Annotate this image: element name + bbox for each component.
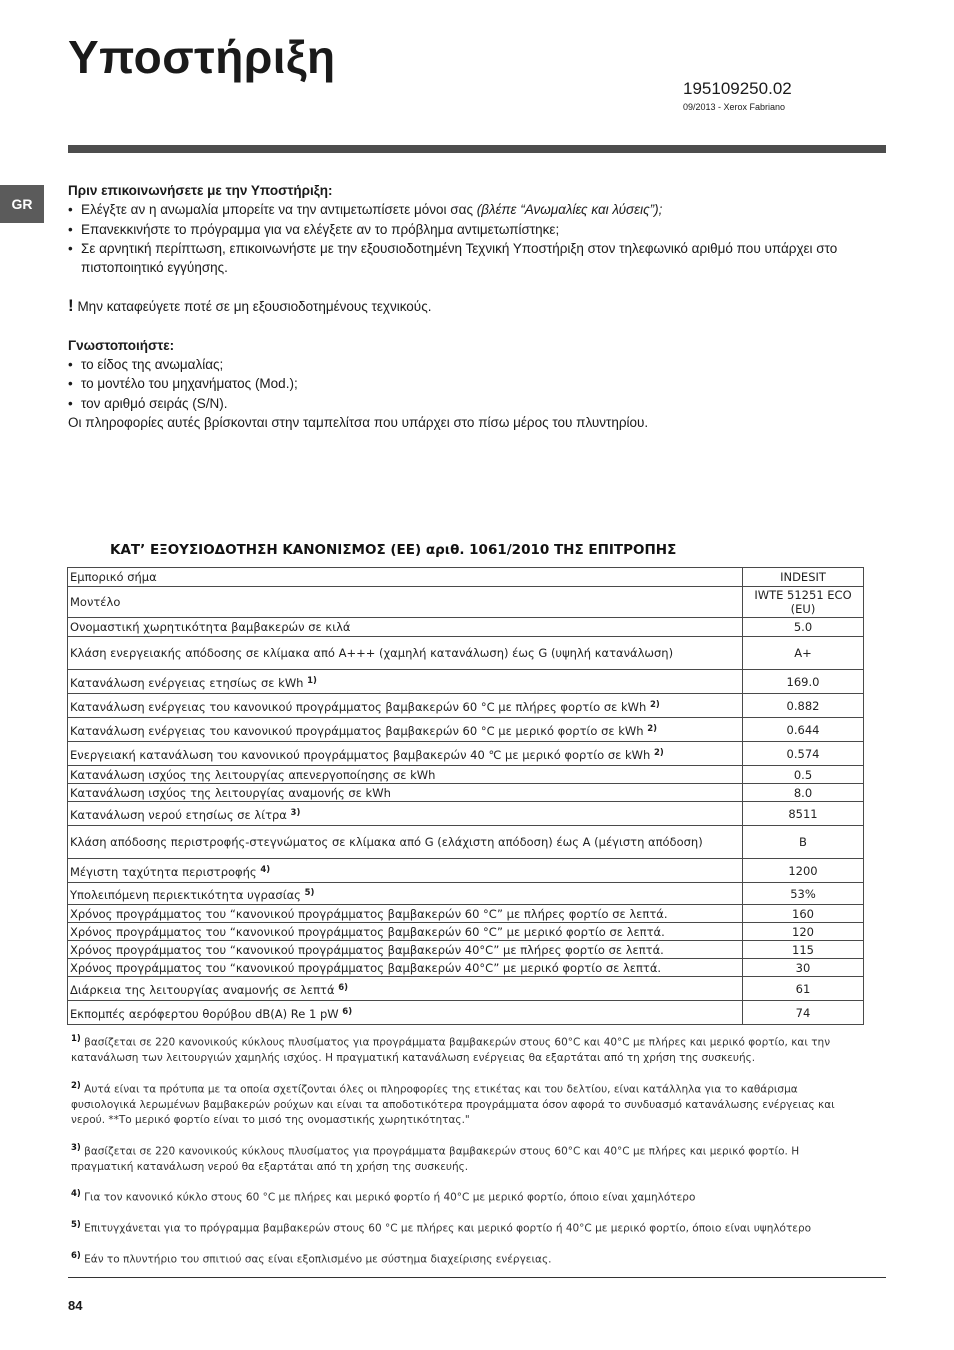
row-label <box>68 959 743 977</box>
row-label-text: Ενεργειακή κατανάλωση του κανονικού προγράμματος βαμβακερών 40 ℃ με μερικό φορτίο σε kWh <box>70 747 651 762</box>
footnote-mark: 4) <box>71 1189 81 1199</box>
table-row <box>68 694 864 718</box>
footnote <box>71 1249 861 1268</box>
footnote-ref: 3) <box>290 807 301 818</box>
row-label-text: Μοντέλο <box>70 595 121 609</box>
row-label-text: Χρόνος προγράμματος του “κανονικού προγράμματος βαμβακερών 40°C” με μερικό φορτίο σε λεπτά. <box>70 960 662 975</box>
document-number: 195109250.02 <box>683 79 792 98</box>
footnote <box>71 1141 861 1176</box>
row-label <box>68 977 743 1001</box>
table-row <box>68 742 864 766</box>
warning-text: Μην καταφεύγετε ποτέ σε μη εξουσιοδοτημένους τεχνικούς. <box>77 299 432 315</box>
row-value: 120 <box>743 923 864 941</box>
footnote-mark: 2) <box>71 1080 81 1091</box>
footnote-ref: 2) <box>647 723 658 734</box>
row-label <box>68 905 743 923</box>
row-value: 8.0 <box>743 784 864 802</box>
contact-list <box>68 200 878 277</box>
table-row <box>68 941 864 959</box>
notify-item: • το είδος της ανωμαλίας; <box>68 355 878 374</box>
row-label-text: Διάρκεια της λειτουργίας αναμονής σε λεπτά <box>70 982 335 997</box>
footnote-text: Για τον κανονικό κύκλο στους 60 °C με πλήρες και μερικό φορτίο ή 40°C με μερικό φορτίο, όποιο είναι χαμηλότερο <box>84 1191 696 1204</box>
row-label <box>68 766 743 784</box>
row-value: 0.574 <box>743 742 864 766</box>
row-value: INDESIT <box>743 568 864 587</box>
warning-icon: ! <box>68 296 74 316</box>
footnote-mark: 3) <box>71 1142 81 1153</box>
footnote-text: Αυτά είναι τα πρότυπα με τα οποία σχετίζονται όλες οι πληροφορίες της ετικέτας και του δελτίου, είναι κατάλληλα για το καθάρισμα φυσιολογικά λερωμένων βαμβακερών ρούχων και είναι τα αποδοτικότερα προγράμματα όσον αφορά το συνδυασμό κατανάλωσης ενέργειας και νερού. **Το μερικό φορτίο είναι το μισό της ονομαστικής χωρητικότητας." <box>71 1083 835 1126</box>
footnote <box>71 1079 861 1129</box>
notify-item: • τον αριθμό σειράς (S/N). <box>68 394 878 413</box>
row-label-text: Εμπορικό σήμα <box>70 570 157 584</box>
row-label <box>68 587 743 618</box>
row-value: 115 <box>743 941 864 959</box>
notify-item: • το μοντέλο του μηχανήματος (Mod.); <box>68 374 878 393</box>
row-value: B <box>743 826 864 859</box>
table-row <box>68 859 864 883</box>
header-divider-bar <box>68 145 886 153</box>
row-value: 74 <box>743 1001 864 1025</box>
row-value: 61 <box>743 977 864 1001</box>
footnote-text: βασίζεται σε 220 κανονικούς κύκλους πλυσίματος για προγράμματα βαμβακερών στους 60°C και 40°C με πλήρες και μερικό φορτίο, και την κατανάλωση των λειτουργιών χαμηλής ισχύος. Η πραγματική κατανάλωση ενέργειας θα εξαρτάται από τη χρήση της συσκευής. <box>71 1036 831 1064</box>
row-value: 0.644 <box>743 718 864 742</box>
contact-item <box>68 200 878 219</box>
footnote-text: Εάν το πλυντήριο του σπιτιού σας είναι εξοπλισμένο με σύστημα διαχείρισης ενέργειας. <box>84 1253 552 1266</box>
row-label-text: Κατανάλωση ενέργειας ετησίως σε kWh <box>70 675 304 690</box>
table-row <box>68 1001 864 1025</box>
row-label <box>68 742 743 766</box>
table-row <box>68 802 864 826</box>
row-value: A+ <box>743 637 864 670</box>
row-value: 53% <box>743 883 864 905</box>
row-label-text: Κατανάλωση ισχύος της λειτουργίας αναμονής σε kWh <box>70 785 391 800</box>
row-label-text: Κλάση ενεργειακής απόδοσης σε κλίμακα από A+++ (χαμηλή κατανάλωση) έως G (υψηλή κατανάλωση) <box>70 646 674 660</box>
row-label-text: Υπολειπόμενη περιεκτικότητα υγρασίας <box>70 887 301 902</box>
table-row <box>68 637 864 670</box>
footnote-ref: 1) <box>307 675 317 686</box>
regulation-table <box>67 567 864 1025</box>
row-label-text: Κατανάλωση νερού ετησίως σε λίτρα <box>70 807 287 822</box>
table-row <box>68 618 864 637</box>
row-label-text: Κλάση απόδοσης περιστροφής-στεγνώματος σε κλίμακα από G (ελάχιστη απόδοση) έως A (μέγιστη απόδοση) <box>70 835 703 849</box>
support-instructions <box>68 181 878 432</box>
row-label-text: Χρόνος προγράμματος του “κανονικού προγράμματος βαμβακερών 60 °C” με πλήρες φορτίο σε λεπτά. <box>70 906 668 921</box>
row-label <box>68 859 743 883</box>
table-row <box>68 587 864 618</box>
row-label <box>68 694 743 718</box>
row-value: IWTE 51251 ECO (EU) <box>743 587 864 618</box>
row-label-text: Μέγιστη ταχύτητα περιστροφής <box>70 864 257 879</box>
row-value: 1200 <box>743 859 864 883</box>
table-row <box>68 905 864 923</box>
notify-list <box>68 355 878 413</box>
table-row <box>68 883 864 905</box>
row-label <box>68 883 743 905</box>
row-label-text: Ονομαστική χωρητικότητα βαμβακερών σε κιλά <box>70 620 351 634</box>
row-label <box>68 670 743 694</box>
row-label <box>68 802 743 826</box>
footnote-ref: 4) <box>260 864 271 875</box>
table-row <box>68 826 864 859</box>
notify-footer: Οι πληροφορίες αυτές βρίσκονται στην ταμπελίτσα που υπάρχει στο πίσω μέρος του πλυντηρίου. <box>68 414 649 430</box>
page-number: 84 <box>68 1298 83 1313</box>
table-row <box>68 568 864 587</box>
row-value: 30 <box>743 959 864 977</box>
row-label <box>68 637 743 670</box>
footnote-text: βασίζεται σε 220 κανονικούς κύκλους πλυσίματος για προγράμματα βαμβακερών στους 60°C και 40°C με πλήρες και μερικό φορτίο. Η πραγματική κατανάλωση νερού θα εξαρτάται από τη χρήση της συσκευής. <box>71 1145 800 1173</box>
footnotes <box>71 1032 861 1280</box>
table-row <box>68 718 864 742</box>
table-row <box>68 977 864 1001</box>
footnote-ref: 5) <box>304 887 315 898</box>
table-row <box>68 784 864 802</box>
footnote-ref: 6) <box>342 1006 353 1017</box>
row-label <box>68 826 743 859</box>
row-value: 0.5 <box>743 766 864 784</box>
row-label <box>68 618 743 637</box>
notify-heading: Γνωστοποιήστε: <box>68 337 175 353</box>
row-label-text: Κατανάλωση ισχύος της λειτουργίας απενεργοποίησης σε kWh <box>70 767 436 782</box>
table-row <box>68 959 864 977</box>
row-label <box>68 718 743 742</box>
contact-item: • Σε αρνητική περίπτωση, επικοινωνήστε με την εξουσιοδοτημένη Τεχνική Υποστήριξη στον τηλεφωνικό αριθμό που υπάρχει στο πιστοποιητικό εγγύησης. <box>68 239 878 278</box>
footnote <box>71 1218 861 1237</box>
row-label <box>68 1001 743 1025</box>
document-meta: 09/2013 - Xerox Fabriano <box>683 102 786 112</box>
contact-item: • Επανεκκινήστε το πρόγραμμα για να ελέγξετε αν το πρόβλημα αντιμετωπίστηκε; <box>68 220 878 239</box>
contact-item-text: Ελέγξτε αν η ανωμαλία μπορείτε να την αντιμετωπίσετε μόνοι σας <box>81 202 477 218</box>
regulation-title: ΚΑΤ’ ΕΞΟΥΣΙΟΔΟΤΗΣΗ ΚΑΝΟΝΙΣΜΟΣ (ΕΕ) αριθ. 1061/2010 ΤΗΣ ΕΠΙΤΡΟΠΗΣ <box>110 542 677 558</box>
row-value: 0.882 <box>743 694 864 718</box>
footnote-ref: 6) <box>338 982 349 993</box>
row-label <box>68 568 743 587</box>
table-row <box>68 766 864 784</box>
footnote <box>71 1032 861 1067</box>
contact-item-reference: (βλέπε “Ανωμαλίες και λύσεις”); <box>476 202 663 218</box>
row-label <box>68 784 743 802</box>
row-label <box>68 941 743 959</box>
row-value: 160 <box>743 905 864 923</box>
footnote-ref: 2) <box>649 699 660 710</box>
footer-divider <box>68 1277 886 1278</box>
row-value: 5.0 <box>743 618 864 637</box>
row-label-text: Χρόνος προγράμματος του “κανονικού προγράμματος βαμβακερών 60 °C” με μερικό φορτίο σε λεπτά. <box>70 924 665 939</box>
footnote-mark: 5) <box>71 1220 81 1230</box>
warning-line <box>68 296 878 316</box>
row-value: 8511 <box>743 802 864 826</box>
row-label-text: Κατανάλωση ενέργειας του κανονικού προγράμματος βαμβακερών 60 °C με πλήρες φορτίο σε kWh <box>70 699 647 714</box>
row-value: 169.0 <box>743 670 864 694</box>
row-label-text: Κατανάλωση ενέργειας του κανονικού προγράμματος βαμβακερών 60 °C με μερικό φορτίο σε kWh <box>70 723 644 738</box>
footnote-ref: 2) <box>653 747 664 758</box>
table-row <box>68 923 864 941</box>
footnote-mark: 1) <box>71 1034 81 1044</box>
footnote <box>71 1187 861 1206</box>
table-row <box>68 670 864 694</box>
row-label-text: Εκπομπές αερόφερτου θορύβου dB(A) Re 1 pW <box>70 1006 339 1021</box>
page-title: Υποστήριξη <box>68 31 336 83</box>
language-tab: GR <box>0 185 44 223</box>
row-label-text: Χρόνος προγράμματος του “κανονικού προγράμματος βαμβακερών 40°C” με πλήρες φορτίο σε λεπτά. <box>70 942 664 957</box>
footnote-text: Επιτυγχάνεται για το πρόγραμμα βαμβακερών στους 60 °C με πλήρες και μερικό φορτίο ή 40°C με μερικό φορτίο, όποιο είναι υψηλότερο <box>84 1222 812 1235</box>
footnote-mark: 6) <box>71 1251 81 1261</box>
row-label <box>68 923 743 941</box>
contact-heading: Πριν επικοινωνήσετε με την Υποστήριξη: <box>68 183 333 198</box>
